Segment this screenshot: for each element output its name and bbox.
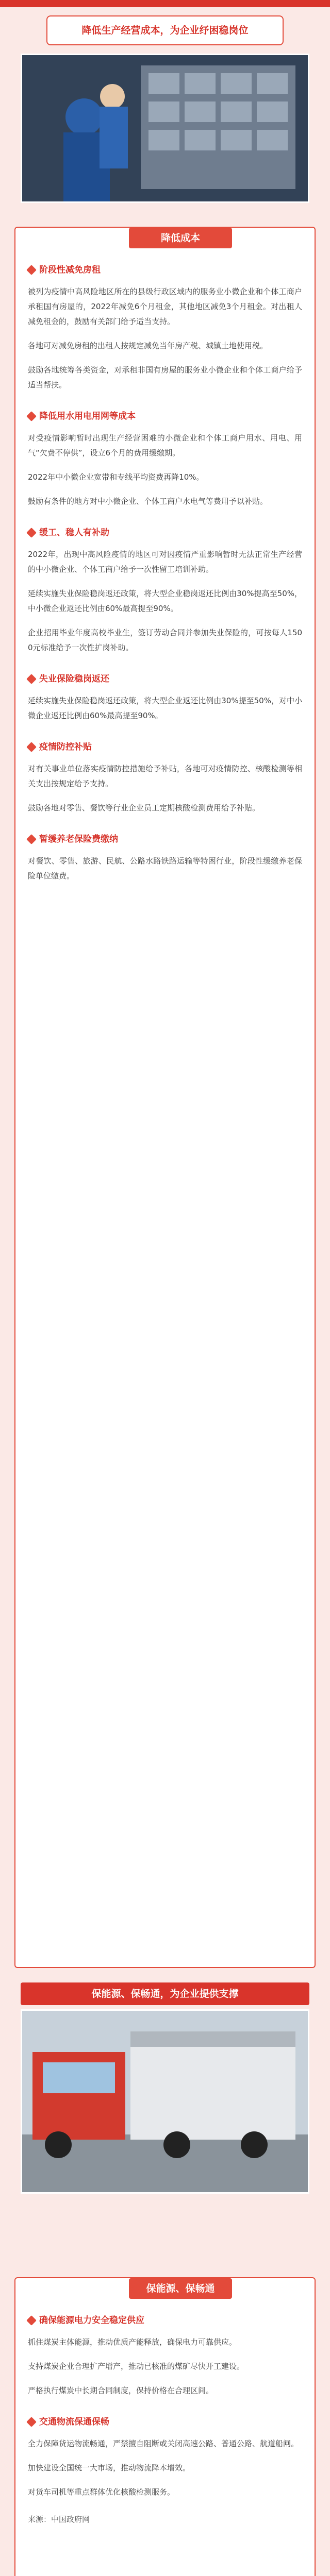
paragraph: 2022年中小微企业宽带和专线平均资费再降10%。 [28, 472, 204, 482]
diamond-bullet-icon [26, 674, 37, 684]
paragraph: 鼓励有条件的地方对中小微企业、个体工商户水电气等费用予以补贴。 [28, 497, 268, 506]
subheading-text: 失业保险稳岗返还 [39, 674, 109, 684]
truck-photo-illustration [22, 2011, 308, 2192]
subheading-text: 阶段性减免房租 [39, 265, 101, 275]
section-heading: 保能源、保畅通 [129, 2278, 232, 2299]
section-banner: 保能源、保畅通，为企业提供支撑 [21, 1982, 309, 2005]
paragraph: 2022年，出现中高风险疫情的地区可对因疫情严重影响暂时无法正常生产经营的中小微企业、个体工商户给予一次性留工培训补助。 [28, 550, 302, 574]
diamond-bullet-icon [26, 742, 37, 752]
subheading [28, 2416, 302, 2428]
subheading-text: 暂缓养老保险费缴纳 [39, 834, 118, 844]
header-photo [21, 54, 309, 203]
subheading [28, 741, 302, 753]
paragraph: 企业招用毕业年度高校毕业生，签订劳动合同并参加失业保险的，可按每人1500元标准给予一次性扩岗补助。 [28, 628, 302, 652]
subheading [28, 673, 302, 685]
subheading-text: 确保能源电力安全稳定供应 [39, 2315, 144, 2326]
paragraph: 对有关事业单位落实疫情防控措施给予补贴，各地可对疫情防控、核酸检测等相关支出按规定给予支持。 [28, 764, 302, 788]
paragraph: 被列为疫情中高风险地区所在的县级行政区域内的服务业小微企业和个体工商户承租国有房屋的，2022年减免6个月租金，其他地区减免3个月租金。对出租人减免租金的，鼓励有关部门给予适当支持。 [28, 287, 302, 326]
banner-title: 降低生产经营成本，为企业纾困稳岗位 [81, 25, 249, 36]
title-banner [46, 15, 284, 45]
section-content [28, 264, 302, 893]
paragraph: 全力保障货运物流畅通，严禁擅自阻断或关闭高速公路、普通公路、航道船闸。 [28, 2439, 299, 2448]
subheading [28, 410, 302, 422]
subheading [28, 833, 302, 845]
diamond-bullet-icon [26, 2417, 37, 2427]
diamond-bullet-icon [26, 834, 37, 844]
paragraph: 延续实施失业保险稳岗返还政策，将大型企业返还比例由30%提至50%，对中小微企业返还比例由60%最高提至90%。 [28, 696, 302, 720]
paragraph: 鼓励各地对零售、餐饮等行业企业员工定期核酸检测费用给予补贴。 [28, 803, 260, 812]
paragraph: 对货车司机等重点群体优化核酸检测服务。 [28, 2487, 175, 2497]
subheading [28, 527, 302, 539]
diamond-bullet-icon [26, 2315, 37, 2326]
subheading-text: 降低用水用电用网等成本 [39, 411, 136, 421]
factory-photo-illustration [22, 55, 308, 201]
paragraph: 严格执行煤炭中长期合同制度，保持价格在合理区间。 [28, 2386, 214, 2395]
paragraph: 鼓励各地统筹各类资金，对承租非国有房屋的服务业小微企业和个体工商户给予适当帮扶。 [28, 365, 302, 389]
subheading [28, 2314, 302, 2327]
section-content [28, 2314, 302, 2527]
section-heading: 降低成本 [129, 228, 232, 248]
paragraph: 延续实施失业保险稳岗返还政策，将大型企业稳岗返还比例由30%提高至50%，中小微企业返还比例由60%最高提至90%。 [28, 589, 302, 613]
paragraph: 对受疫情影响暂时出现生产经营困难的小微企业和个体工商户用水、用电、用气“欠费不停供”，设立6个月的费用缓缴期。 [28, 433, 302, 457]
paragraph: 对餐饮、零售、旅游、民航、公路水路铁路运输等特困行业，阶段性缓缴养老保险单位缴费。 [28, 856, 302, 880]
section-card-reduce-costs [14, 227, 316, 1968]
diamond-bullet-icon [26, 528, 37, 538]
subheading-text: 缓工、稳人有补助 [39, 528, 109, 538]
source-note: 来源：中国政府网 [28, 2515, 90, 2524]
diamond-bullet-icon [26, 411, 37, 421]
paragraph: 支持煤炭企业合理扩产增产，推动已核准的煤矿尽快开工建设。 [28, 2362, 245, 2371]
diamond-bullet-icon [26, 265, 37, 275]
paragraph: 加快建设全国统一大市场，推动物流降本增效。 [28, 2463, 191, 2472]
paragraph: 抓住煤炭主体能源，推动优质产能释放，确保电力可靠供应。 [28, 2337, 237, 2347]
truck-photo [21, 2009, 309, 2194]
top-color-bar [0, 0, 330, 7]
subheading-text: 交通物流保通保畅 [39, 2417, 109, 2427]
paragraph: 各地可对减免房租的出租人按规定减免当年房产税、城镇土地使用税。 [28, 341, 268, 350]
subheading-text: 疫情防控补贴 [39, 742, 92, 752]
subheading [28, 264, 302, 276]
section-card-energy-logistics [14, 2277, 316, 2576]
